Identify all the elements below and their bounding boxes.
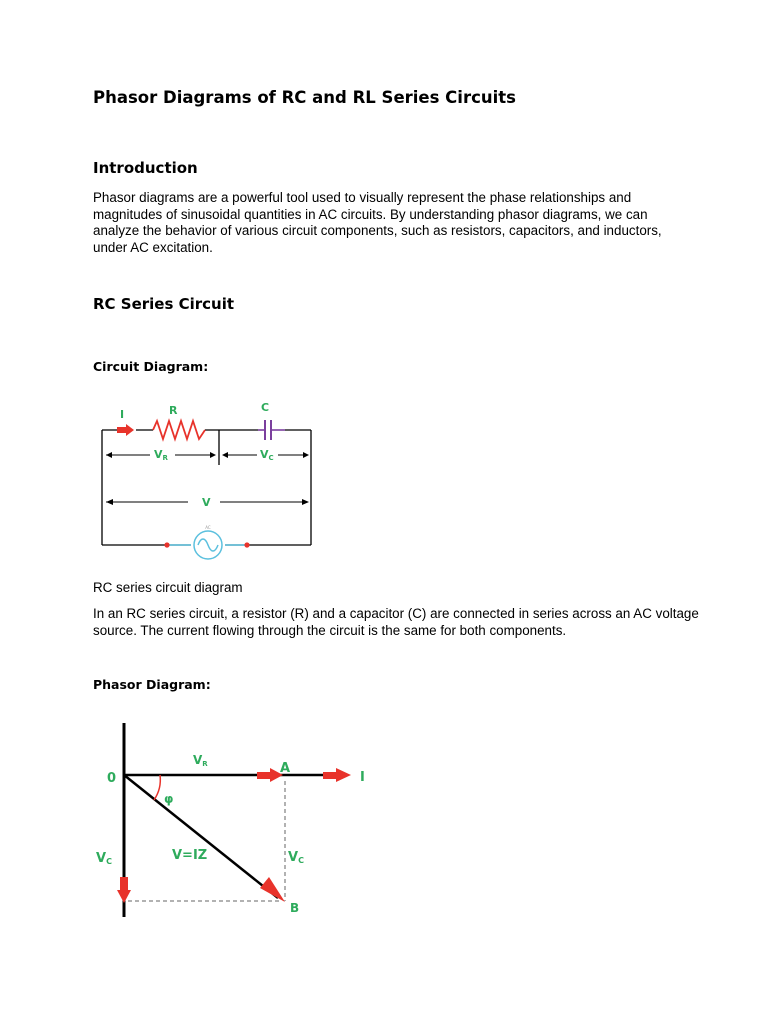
capacitor-label: C	[261, 401, 270, 414]
rc-series-heading: RC Series Circuit	[93, 295, 235, 313]
vc-label: VC	[260, 448, 274, 462]
resistor-label: R	[169, 404, 178, 417]
angle-label: φ	[164, 792, 174, 806]
vr-label: VR	[154, 448, 168, 462]
vc-phasor-arrow-icon	[117, 877, 131, 903]
rc-circuit-diagram	[95, 395, 320, 570]
capacitor-icon	[258, 420, 285, 440]
impedance-arrow-icon	[260, 877, 285, 902]
current-arrow-icon	[117, 424, 134, 436]
current-label: I	[120, 408, 125, 421]
phasor-diagram	[93, 705, 378, 920]
rc-paragraph: In an RC series circuit, a resistor (R) and a capacitor (C) are connected in series across an AC voltage source. The current flowing through the circuit is the same for both components.	[93, 606, 699, 638]
source-label: AC	[205, 525, 211, 530]
resistor-icon	[153, 421, 205, 439]
ac-source-icon	[164, 531, 249, 559]
angle-arc	[154, 775, 160, 800]
circuit-caption: RC series circuit diagram	[93, 580, 243, 595]
origin-label: 0	[107, 771, 117, 786]
v-label: V	[202, 496, 211, 509]
intro-heading: Introduction	[93, 159, 198, 177]
point-b-label: B	[290, 901, 300, 915]
vc-left-label: VC	[96, 851, 112, 866]
point-a-label: A	[280, 761, 291, 776]
impedance-phasor	[124, 775, 278, 898]
vc-right-label: VC	[288, 850, 304, 865]
phasor-diagram-subheading: Phasor Diagram:	[93, 677, 211, 692]
page-title: Phasor Diagrams of RC and RL Series Circuits	[93, 88, 516, 107]
vr-phasor-label: VR	[193, 753, 208, 768]
v-iz-label: V=IZ	[172, 848, 208, 863]
current-phasor-arrow-icon	[323, 768, 351, 782]
intro-paragraph: Phasor diagrams are a powerful tool used to visually represent the phase relationships and magnitudes of sinusoidal quantities in AC circuits. By understanding phasor diagrams, we can analyze the behavior of various circuit components, such as resistors, capacitors, and inductors, under AC excitation.	[93, 190, 662, 256]
current-phasor-label: I	[360, 770, 365, 785]
circuit-diagram-subheading: Circuit Diagram:	[93, 359, 209, 374]
